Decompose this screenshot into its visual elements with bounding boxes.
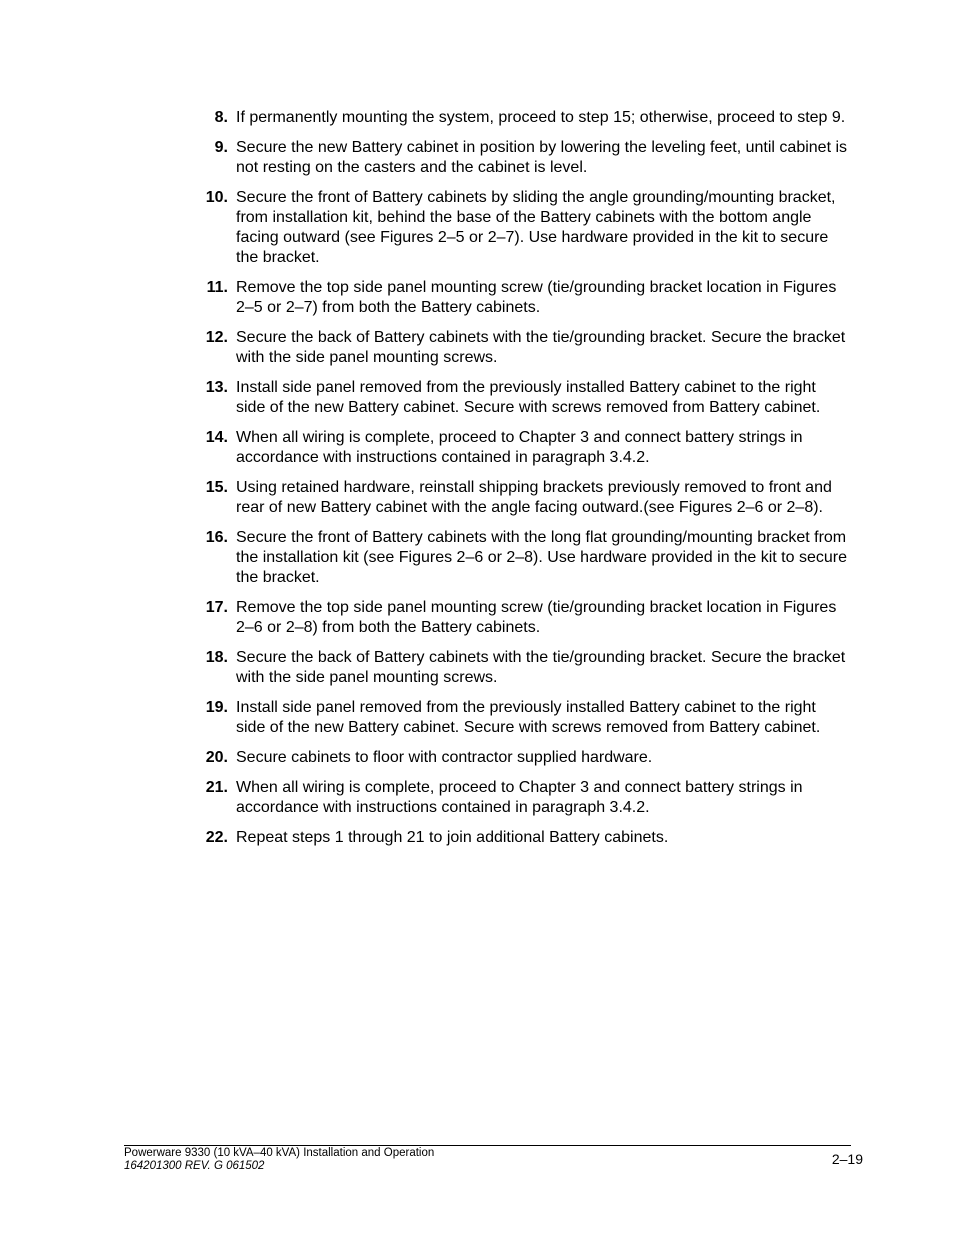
step-item (198, 378, 848, 418)
step-text: Using retained hardware, reinstall shipping brackets previously removed to front and rear of new Battery cabinet with the angle facing outward.(see Figures 2–6 or 2–8). (236, 479, 832, 516)
step-text: Secure the front of Battery cabinets with the long flat grounding/mounting bracket from the installation kit (see Figures 2–6 or 2–8). Use hardware provided in the kit to secure the bracket. (236, 529, 847, 586)
step-number: 8. (214, 109, 228, 126)
step-text: Secure the front of Battery cabinets by sliding the angle grounding/mounting bracket, from installation kit, behind the base of the Battery cabinets with the bottom angle facing outward (see Figures 2–5 or 2–7). Use hardware provided in the kit to secure the bracket. (236, 189, 836, 266)
step-item (198, 428, 848, 468)
step-text: Secure the back of Battery cabinets with the tie/grounding bracket. Secure the bracket with the side panel mounting screws. (236, 329, 846, 366)
step-item (198, 478, 848, 518)
step-number: 11. (206, 279, 228, 296)
step-text: Secure the back of Battery cabinets with the tie/grounding bracket. Secure the bracket with the side panel mounting screws. (236, 649, 846, 686)
step-number: 12. (205, 329, 228, 346)
step-text: Secure cabinets to floor with contractor supplied hardware. (236, 749, 653, 766)
footer-document-title: Powerware 9330 (10 kVA–40 kVA) Installation and Operation (124, 1147, 435, 1159)
step-number: 9. (214, 139, 228, 156)
step-item (198, 748, 848, 768)
page-footer (124, 1145, 863, 1173)
step-text: When all wiring is complete, proceed to Chapter 3 and connect battery strings in accordance with instructions contained in paragraph 3.4.2. (236, 779, 803, 816)
step-item (198, 108, 848, 128)
step-number: 18. (205, 649, 228, 666)
step-text: Install side panel removed from the previously installed Battery cabinet to the right side of the new Battery cabinet. Secure with screws removed from Battery cabinet. (236, 699, 821, 736)
step-number: 16. (205, 529, 228, 546)
step-item (198, 528, 848, 588)
step-text: Remove the top side panel mounting screw (tie/grounding bracket location in Figures 2–6 or 2–8) from both the Battery cabinets. (236, 599, 837, 636)
step-text: Repeat steps 1 through 21 to join additional Battery cabinets. (236, 829, 669, 846)
step-number: 14. (205, 429, 228, 446)
step-item (198, 328, 848, 368)
step-text: Secure the new Battery cabinet in position by lowering the leveling feet, until cabinet is not resting on the casters and the cabinet is level. (236, 139, 848, 176)
step-item (198, 698, 848, 738)
step-number: 10. (205, 189, 228, 206)
step-item (198, 648, 848, 688)
step-text: Install side panel removed from the previously installed Battery cabinet to the right side of the new Battery cabinet. Secure with screws removed from Battery cabinet. (236, 379, 821, 416)
step-item (198, 278, 848, 318)
step-item (198, 828, 848, 848)
step-text: When all wiring is complete, proceed to Chapter 3 and connect battery strings in accordance with instructions contained in paragraph 3.4.2. (236, 429, 803, 466)
step-number: 22. (205, 829, 228, 846)
step-text: If permanently mounting the system, proceed to step 15; otherwise, proceed to step 9. (236, 109, 846, 126)
step-number: 13. (205, 379, 228, 396)
step-number: 21. (205, 779, 228, 796)
step-number: 15. (205, 479, 228, 496)
step-item (198, 188, 848, 268)
step-number: 20. (205, 749, 228, 766)
page-number: 2–19 (831, 1151, 863, 1167)
step-number: 19. (205, 699, 228, 716)
step-text: Remove the top side panel mounting screw (tie/grounding bracket location in Figures 2–5 or 2–7) from both the Battery cabinets. (236, 279, 837, 316)
step-item (198, 598, 848, 638)
step-item (198, 778, 848, 818)
step-number: 17. (205, 599, 228, 616)
step-item (198, 138, 848, 178)
instruction-steps-list (198, 108, 848, 858)
footer-document-number: 164201300 REV. G 061502 (124, 1160, 265, 1172)
